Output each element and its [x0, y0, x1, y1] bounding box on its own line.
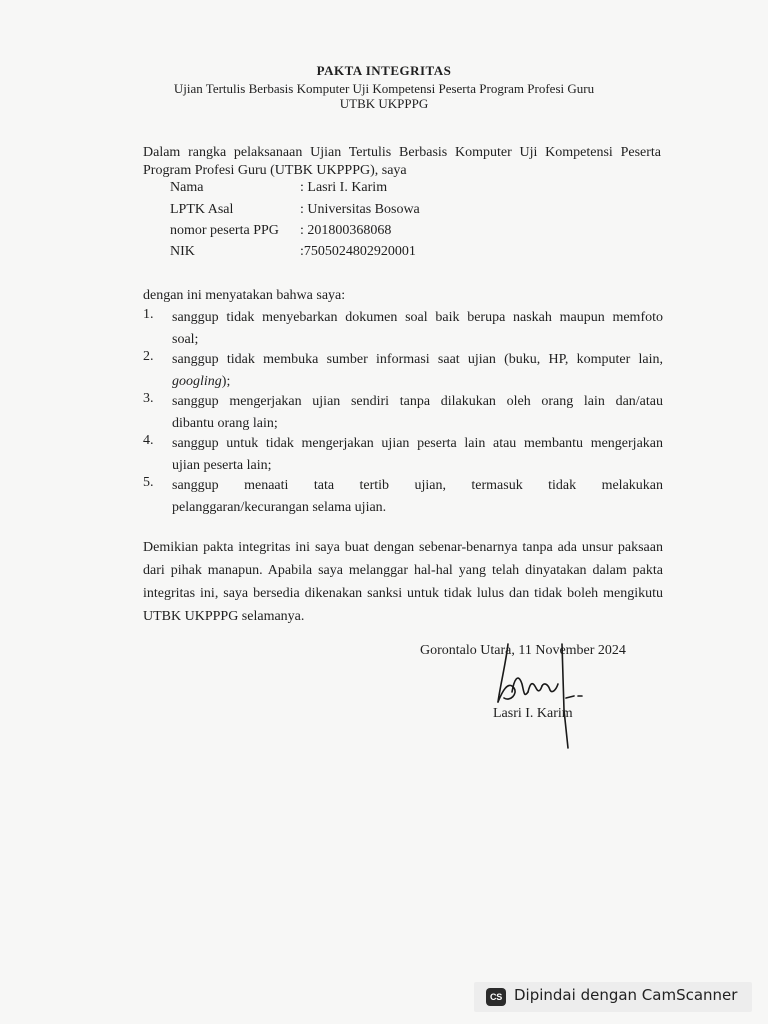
- intro-paragraph: Dalam rangka pelaksanaan Ujian Tertulis Berbasis Komputer Uji Kompetensi Peserta Program Profesi Guru (UTBK UKPPPG), saya: [143, 145, 661, 178]
- document-subtitle-line2: UTBK UKPPPG: [339, 96, 429, 111]
- field-lptk-label: LPTK Asal: [170, 202, 234, 217]
- list-item-number: 1.: [143, 307, 154, 322]
- list-item-text: sanggup menaati tata tertib ujian, termasuk tidak melakukan: [172, 478, 663, 493]
- list-item-number: 5.: [143, 475, 154, 490]
- camscanner-logo-icon: CS: [486, 988, 506, 1006]
- field-nik-value: :7505024802920001: [300, 244, 416, 259]
- list-item-text: sanggup tidak menyebarkan dokumen soal baik berupa naskah maupun memfoto: [172, 310, 663, 325]
- list-item-text-cont: soal;: [172, 332, 199, 347]
- field-participant-number-label: nomor peserta PPG: [170, 223, 279, 238]
- field-lptk-value: : Universitas Bosowa: [300, 202, 420, 217]
- field-name-label: Nama: [170, 180, 204, 195]
- signer-name: Lasri I. Karim: [493, 706, 573, 721]
- list-item-text-cont: pelanggaran/kecurangan selama ujian.: [172, 500, 387, 515]
- list-item-number: 2.: [143, 349, 154, 364]
- field-nik-label: NIK: [170, 244, 195, 259]
- handwritten-signature: [478, 632, 598, 752]
- list-item-text-cont: ujian peserta lain;: [172, 458, 272, 473]
- field-participant-number-value: : 201800368068: [300, 223, 392, 238]
- document-title: PAKTA INTEGRITAS: [316, 63, 452, 78]
- place-date: Gorontalo Utara, 11 November 2024: [420, 643, 626, 658]
- camscanner-watermark-text: Dipindai dengan CamScanner: [514, 986, 738, 1004]
- camscanner-watermark: [474, 982, 752, 1012]
- list-item-number: 4.: [143, 433, 154, 448]
- field-name-value: : Lasri I. Karim: [300, 180, 388, 195]
- list-item-text-cont: dibantu orang lain;: [172, 416, 278, 431]
- closing-paragraph: Demikian pakta integritas ini saya buat dengan sebenar-benarnya tanpa ada unsur paksaan dari pihak manapun. Apabila saya melanggar hal-hal yang telah dinyatakan dalam pakta integritas ini, saya bersedia dikenakan sanksi untuk tidak lulus dan tidak boleh mengikutu UTBK UKPPPG selamanya.: [143, 540, 663, 624]
- list-item-number: 3.: [143, 391, 154, 406]
- list-item-italic-term: googling: [172, 374, 222, 389]
- list-item-text: sanggup mengerjakan ujian sendiri tanpa dilakukan oleh orang lain dan/atau: [172, 394, 663, 409]
- list-item-text: sanggup tidak membuka sumber informasi saat ujian (buku, HP, komputer lain,: [172, 352, 663, 367]
- list-item-text: sanggup untuk tidak mengerjakan ujian peserta lain atau membantu mengerjakan: [172, 436, 663, 451]
- document-subtitle-line1: Ujian Tertulis Berbasis Komputer Uji Kompetensi Peserta Program Profesi Guru: [173, 81, 595, 96]
- statement-lead: dengan ini menyatakan bahwa saya:: [143, 288, 346, 303]
- list-item-text-cont: );: [221, 374, 231, 389]
